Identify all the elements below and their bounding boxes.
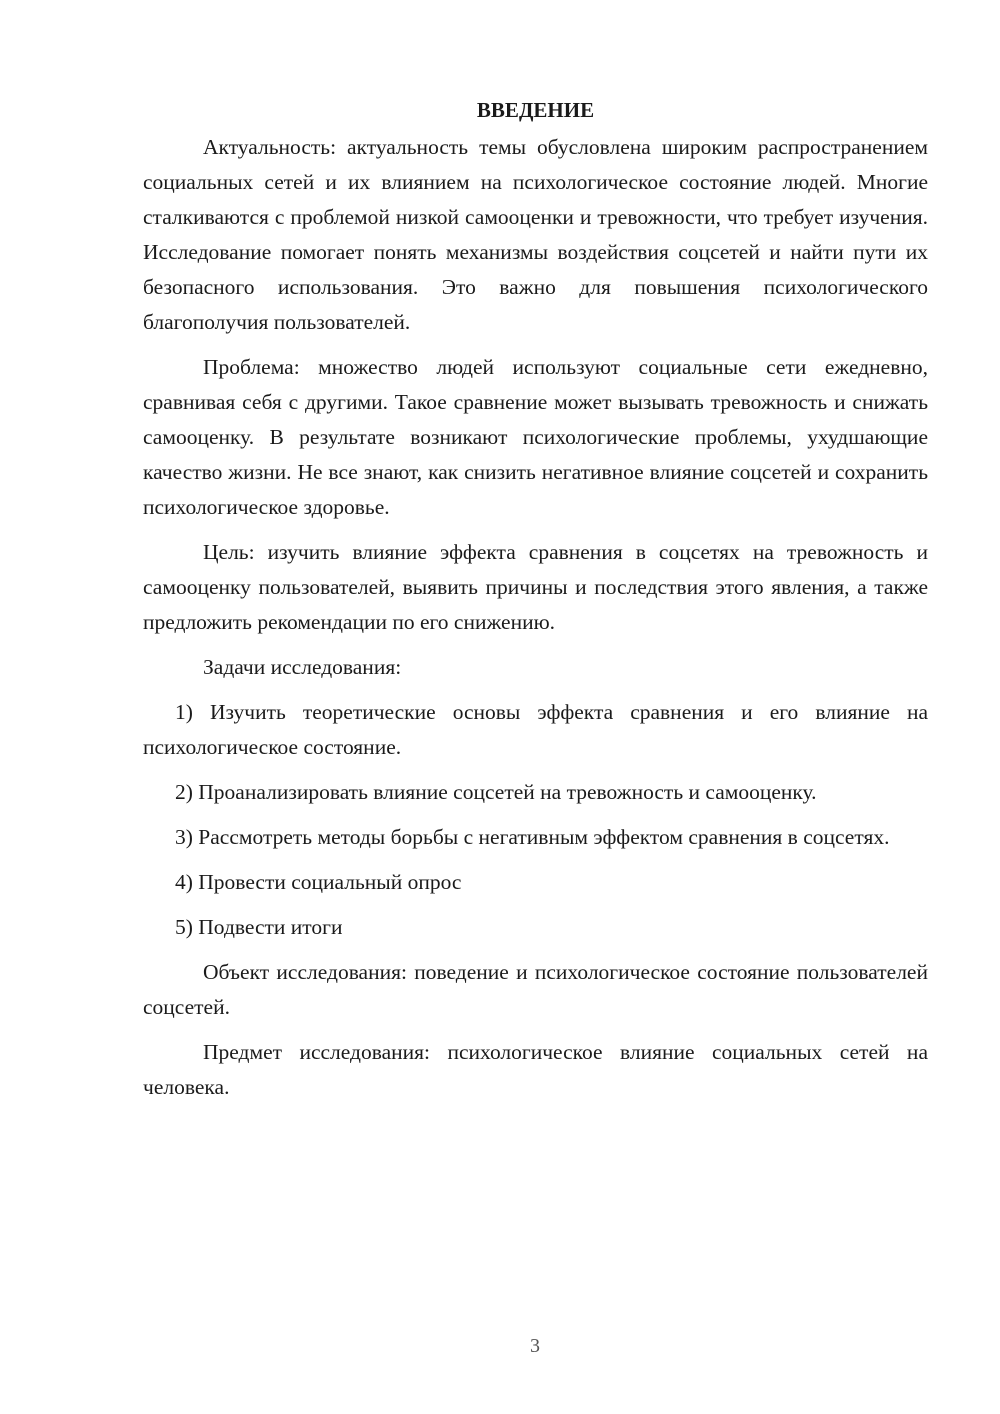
task-item: 1) Изучить теоретические основы эффекта сравнения и его влияние на психологическое состояние.	[143, 700, 928, 759]
goal-paragraph: Цель: изучить влияние эффекта сравнения в соцсетях на тревожность и самооценку пользователей, выявить причины и последствия этого явления, а также предложить рекомендации по его снижению.	[143, 540, 928, 634]
page-number: 3	[530, 1335, 540, 1357]
task-item: 2) Проанализировать влияние соцсетей на тревожность и самооценку.	[175, 780, 817, 804]
relevance-paragraph: Актуальность: актуальность темы обусловлена широким распространением социальных сетей и их влиянием на психологическое состояние людей. Многие сталкиваются с проблемой низкой самооценки и тревожности, что требует изучения. Исследование помогает понять механизмы воздействия соцсетей и найти пути их безопасного использования. Это важно для повышения психологического благополучия пользователей.	[143, 135, 928, 334]
task-item: 3) Рассмотреть методы борьбы с негативным эффектом сравнения в соцсетях.	[175, 825, 890, 849]
problem-paragraph: Проблема: множество людей используют социальные сети ежедневно, сравнивая себя с другими. Такое сравнение может вызывать тревожность и снижать самооценку. В результате возникают психологические проблемы, ухудшающие качество жизни. Не все знают, как снизить негативное влияние соцсетей и сохранить психологическое здоровье.	[143, 355, 928, 519]
task-item: 5) Подвести итоги	[175, 915, 343, 939]
document-body	[143, 95, 928, 1115]
task-item: 4) Провести социальный опрос	[175, 870, 462, 894]
subject-paragraph: Предмет исследования: психологическое влияние социальных сетей на человека.	[143, 1040, 928, 1099]
tasks-heading: Задачи исследования:	[203, 655, 402, 679]
document-title: ВВЕДЕНИЕ	[476, 98, 595, 122]
object-paragraph: Объект исследования: поведение и психологическое состояние пользователей соцсетей.	[143, 960, 928, 1019]
